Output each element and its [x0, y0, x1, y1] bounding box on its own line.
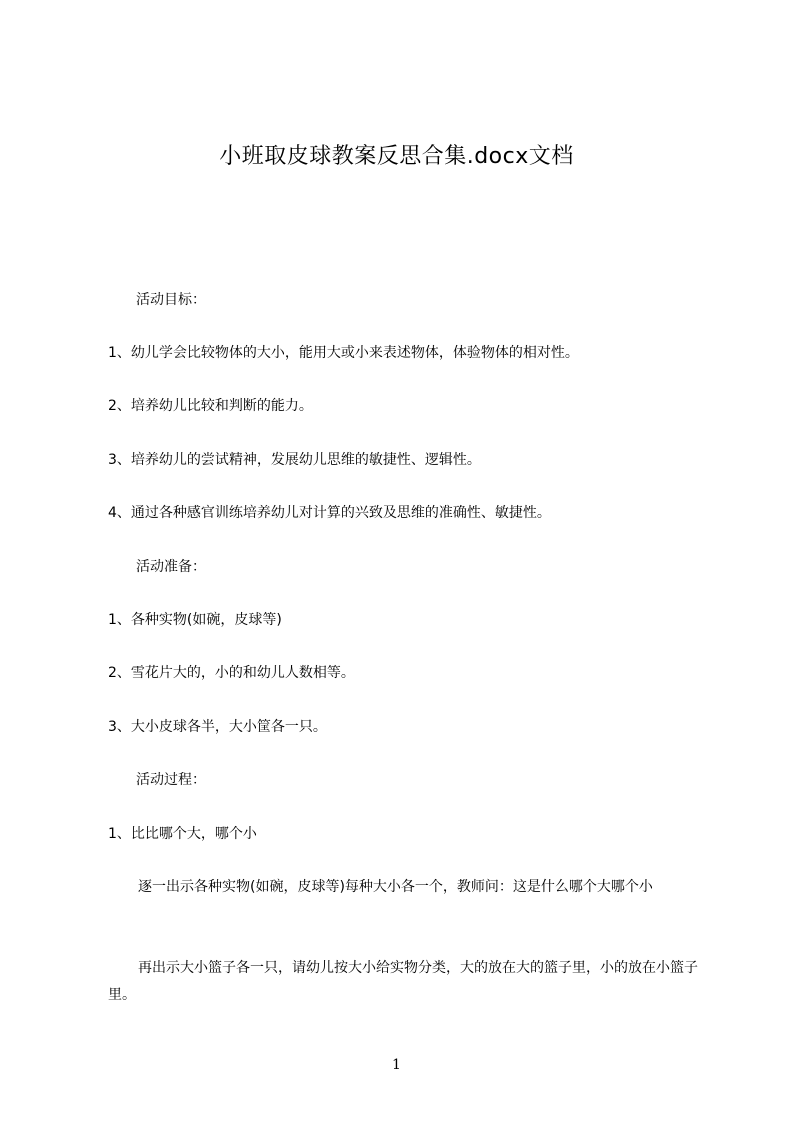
- process-paragraph-1: 逐一出示各种实物(如碗，皮球等)每种大小各一个，教师问：这是什么哪个大哪个小: [138, 879, 653, 895]
- preparation-item-1: 1、各种实物(如碗，皮球等): [108, 612, 282, 628]
- process-paragraph-2: 再出示大小篮子各一只，请幼儿按大小给实物分类，大的放在大的篮子里，小的放在小篮子里。: [108, 960, 698, 1003]
- goal-item-2: 2、培养幼儿比较和判断的能力。: [108, 398, 313, 414]
- preparation-item-2: 2、雪花片大的，小的和幼儿人数相等。: [108, 665, 355, 681]
- goal-item-1: 1、幼儿学会比较物体的大小，能用大或小来表述物体，体验物体的相对性。: [108, 345, 579, 361]
- goal-item-4: 4、通过各种感官训练培养幼儿对计算的兴致及思维的准确性、敏捷性。: [108, 505, 551, 521]
- document-title: 小班取皮球教案反思合集.docx文档: [219, 144, 574, 169]
- preparation-item-3: 3、大小皮球各半，大小筐各一只。: [108, 719, 327, 735]
- goal-item-3: 3、培养幼儿的尝试精神，发展幼儿思维的敏捷性、逻辑性。: [108, 452, 481, 468]
- process-item-1: 1、比比哪个大，哪个小: [108, 826, 257, 842]
- section-heading-process: 活动过程：: [136, 772, 206, 788]
- page-number: 1: [392, 1057, 401, 1073]
- section-heading-preparation: 活动准备：: [136, 559, 206, 575]
- section-heading-goals: 活动目标：: [136, 292, 206, 308]
